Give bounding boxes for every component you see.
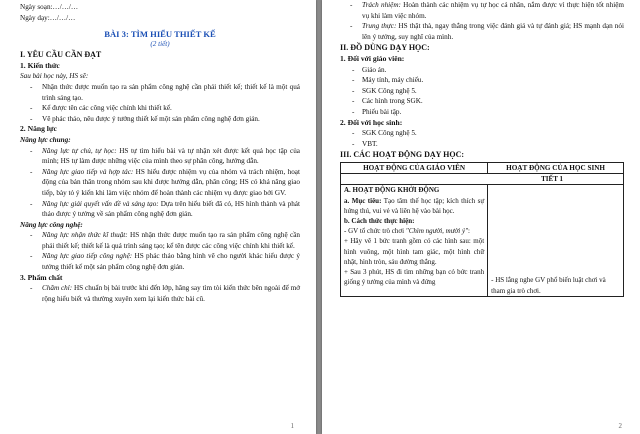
item-text: HS thật thà, ngay thẳng trong việc đánh giá và tự đánh giá; HS mạnh dạn nói lên ý tưởng, suy nghĩ của mình. xyxy=(362,22,624,41)
quality-list xyxy=(20,283,300,304)
list-item: - Kể được tên các công việc chính khi thiết kế. xyxy=(42,103,300,114)
knowledge-heading: 1. Kiến thức xyxy=(20,60,60,70)
quality-list-continued xyxy=(340,0,624,42)
document-page-1 xyxy=(0,0,316,434)
item-text: HS nhận thức được muốn tạo ra sản phẩm công nghệ cần phải thiết kế; thiết kế là quá trình sáng tạo; kể tên được các công việc chính khi thiết kế. xyxy=(42,231,300,250)
activities-table xyxy=(340,162,624,297)
list-item: - Phiếu bài tập. xyxy=(362,107,624,118)
teacher-column-header: HOẠT ĐỘNG CỦA GIÁO VIÊN xyxy=(341,162,488,173)
knowledge-list xyxy=(20,82,300,124)
list-item xyxy=(42,199,300,220)
goal-paragraph xyxy=(344,196,484,216)
period-row: TIẾT 1 xyxy=(341,174,624,185)
item-label: Năng lực nhận thức kĩ thuật: xyxy=(42,231,128,240)
page-number: 1 xyxy=(290,422,294,430)
teacher-materials-list xyxy=(340,65,624,118)
student-materials-heading: 2. Đối với học sinh: xyxy=(340,117,403,127)
list-item: - Nhận thức được muốn tạo ra sản phẩm công nghệ cần phải thiết kế; thiết kế là một quá trình sáng tạo. xyxy=(42,82,300,103)
item-label: Trách nhiệm: xyxy=(362,1,401,9)
gv-line-prefix: - GV tổ chức trò chơi xyxy=(344,227,406,236)
item-text: HS tự tìm hiểu bài và tự nhận xét được kết quả học tập của mình; HS tự làm được những việc của mình theo sự phân công, hướng dẫn. xyxy=(42,146,300,166)
item-label: Năng lực giải quyết vấn đề và sáng tạo: xyxy=(42,199,159,208)
quality-heading: 3. Phẩm chất xyxy=(20,272,63,282)
list-item xyxy=(42,230,300,251)
tech-ability-heading: Năng lực công nghệ: xyxy=(20,220,83,229)
student-column-header: HOẠT ĐỘNG CỦA HỌC SINH xyxy=(488,162,624,173)
list-item: - VBT. xyxy=(362,139,624,150)
item-text: HS chuẩn bị bài trước khi đến lớp, hăng say tìm tòi kiến thức bên ngoài để mở rộng hiểu biết và thường xuyên xem lại kiến thức bài cũ. xyxy=(42,284,300,303)
general-ability-list xyxy=(20,146,300,220)
gv-step: + Hãy vẽ 1 bức tranh gồm có các hình sau: một hình vuông, một hình tam giác, một hình chữ nhật, hình tròn, sáu đường thẳng. xyxy=(344,237,485,266)
list-item: - Vẽ phác thảo, nêu được ý tưởng thiết kế một sản phẩm công nghệ đơn giản. xyxy=(42,114,300,125)
document-page-2 xyxy=(322,0,640,434)
list-item xyxy=(42,146,300,167)
goal-label: a. Mục tiêu: xyxy=(344,196,382,205)
item-label: Năng lực giao tiếp và hợp tác: xyxy=(42,167,134,176)
item-text: Dựa trên hiểu biết đã có, HS hình thành và phát thảo được ý tưởng về sản phẩm công nghệ đơn giản. xyxy=(42,199,300,219)
list-item xyxy=(42,251,300,272)
list-item xyxy=(362,21,624,42)
ability-heading: 2. Năng lực xyxy=(20,124,57,134)
page-number: 2 xyxy=(618,422,622,430)
list-item: - SGK Công nghệ 5. xyxy=(362,86,624,97)
teacher-activity-cell xyxy=(341,185,488,296)
knowledge-intro: Sau bài học này, HS sẽ: xyxy=(20,72,89,81)
list-item xyxy=(42,167,300,199)
student-activity-cell xyxy=(488,185,624,296)
section-activities-heading: III. CÁC HOẠT ĐỘNG DẠY HỌC: xyxy=(340,150,465,160)
item-label: Trung thực: xyxy=(362,22,397,31)
general-ability-heading: Năng lực chung: xyxy=(20,135,71,144)
tech-ability-list xyxy=(20,230,300,272)
game-name: "Chìm người, mười ý" xyxy=(405,227,469,236)
goal-text: Tạo tâm thế học tập; kích thích sự hứng thú, vui vẻ và liên hệ vào bài học. xyxy=(344,196,485,215)
activity-heading: A. HOẠT ĐỘNG KHỞI ĐỘNG xyxy=(344,186,440,195)
date-prepared: Ngày soạn:…/…/… xyxy=(20,3,79,11)
item-label: Năng lực tự chủ, tự học: xyxy=(42,146,117,155)
item-text: HS phác thảo bằng hình vẽ cho người khác hiểu được ý tưởng thiết kế một sản phẩm công nghệ đơn giản. xyxy=(42,252,300,272)
section-requirements-heading: I. YÊU CẦU CẦN ĐẠT xyxy=(20,50,102,60)
date-taught: Ngày dạy:…/…/… xyxy=(20,13,76,22)
lesson-periods: (2 tiết) xyxy=(150,40,170,49)
student-response: - HS lắng nghe GV phổ biến luật chơi và tham gia trò chơi. xyxy=(491,276,606,295)
teacher-materials-heading: 1. Đối với giáo viên: xyxy=(340,53,405,63)
gv-line-suffix: : xyxy=(468,227,470,236)
list-item xyxy=(42,283,300,304)
gv-instruction xyxy=(344,226,484,236)
section-materials-heading: II. ĐỒ DÙNG DẠY HỌC: xyxy=(340,43,430,53)
gv-step: + Sau 3 phút, HS đi tìm những bạn có bức tranh giống ý tưởng của mình và đứng xyxy=(344,267,485,287)
list-item xyxy=(362,0,624,21)
item-text: Hoàn thành các nhiệm vụ tự học cá nhân, nắm được vì thực hiện tốt nhiệm vụ khi làm việc nhóm. xyxy=(362,1,625,20)
method-label: b. Cách thức thực hiện: xyxy=(344,216,415,225)
list-item: - Giáo án. xyxy=(362,65,624,76)
list-item: - Các hình trong SGK. xyxy=(362,96,624,107)
item-label: Năng lực giao tiếp công nghệ: xyxy=(42,252,133,261)
lesson-title: BÀI 3: TÌM HIỂU THIẾT KẾ xyxy=(104,29,216,40)
list-item: - Máy tính, máy chiếu. xyxy=(362,75,624,86)
item-text: HS hiểu được nhiệm vụ của nhóm và trách nhiệm, hoạt động của bản thân trong nhóm sau khi được hướng dẫn, phân công; HS có khả năng giao tiếp, bày tỏ ý kiến khi làm việc nhóm để hoàn thành các nhiệm vụ được giao bởi GV. xyxy=(42,167,300,197)
list-item: - SGK Công nghệ 5. xyxy=(362,128,624,139)
item-label: Chăm chỉ: xyxy=(42,284,73,293)
student-materials-list xyxy=(340,128,624,149)
